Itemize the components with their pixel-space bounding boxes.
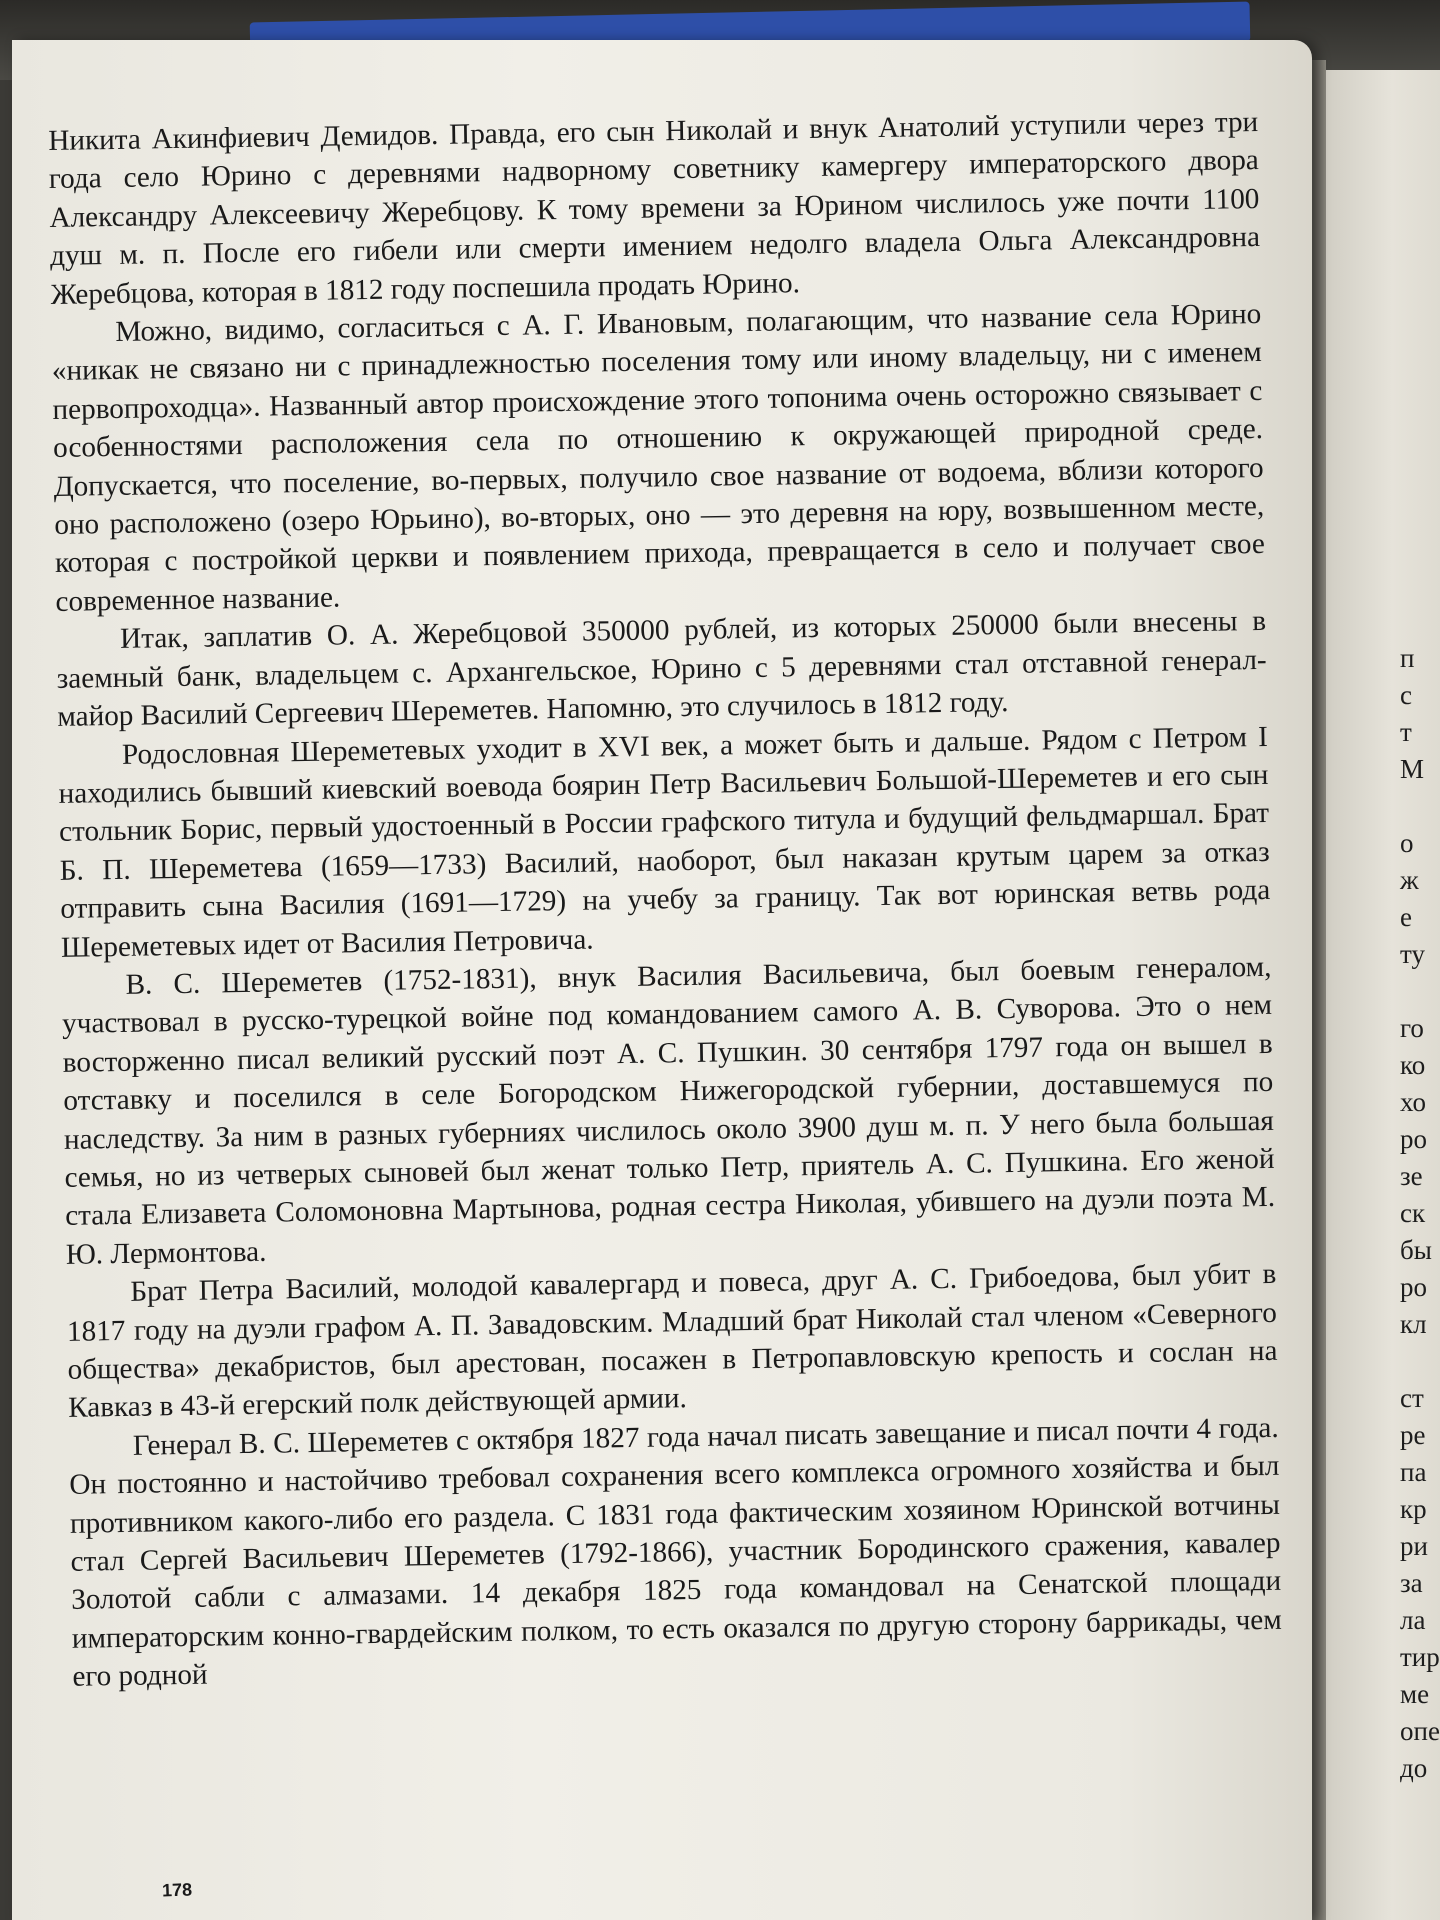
paragraph: Никита Акинфиевич Демидов. Правда, его сын Николай и внук Анатолий уступили через три года село Юрино с деревнями надворному советнику камергеру императорского двора Александру Алексеевичу Жеребцову. К тому времени за Юрином числилось уже почти 1100 душ м. п. После его гибели или смерти имением недолго владела Ольга Александровна Жеребцова, которая в 1812 году поспешила продать Юрино. xyxy=(48,105,1261,311)
page-number: 178 xyxy=(161,1879,193,1901)
paragraph: Можно, видимо, согласиться с А. Г. Ивановым, полагающим, что название села Юрино «никак не связано ни с принадлежностью поселения тому или иному владельцу, ни с именем первопроходца». Названный автор происхождение этого топонима очень осторожно связывает с особенностями расположения села по отношению к окружающей природной среде. Допускается, что поселение, во-первых, получило свое название от водоема, вблизи которого оно расположено (озеро Юрьино), во-вторых, оно — это деревня на юру, возвышенном месте, которая с постройкой церкви и появлением прихода, превращается в село и получает свое современное название. xyxy=(51,298,1266,618)
page-body xyxy=(48,103,1283,1696)
paragraph: Генерал В. С. Шереметев с октября 1827 года начал писать завещание и писал почти 4 года. Он постоянно и настойчиво требовал сохранения всего комплекса огромного хозяйства и был противником какого-либо его раздела. С 1831 года фактическим хозяином Юринской вотчины стал Сергей Васильевич Шереметев (1792-1866), участник Бородинского сражения, кавалер Золотой сабли с алмазами. 14 декабря 1825 года командовал на Сенатской площади императорским конно-гвардейским полком, то есть оказался по другую сторону баррикады, чем его родной xyxy=(69,1411,1282,1694)
paragraph: В. С. Шереметев (1752-1831), внук Василия Васильевича, был боевым генералом, участвовал в русско-турецкой войне под командованием самого А. В. Суворова. Это о нем восторженно писал великий русский поэт А. С. Пушкин. 30 сентября 1797 года он вышел в отставку и поселился в селе Богородском Нижегородской губернии, доставшемуся по наследству. За ним в разных губерниях числилось около 3900 душ м. п. У него была большая семья, но из четверых сыновей был женат только Петр, приятель А. С. Пушкина. Его женой стала Елизавета Соломоновна Мартынова, родная сестра Николая, убившего на дуэли поэта М. Ю. Лермонтова. xyxy=(61,950,1276,1271)
paragraph: Брат Петра Василий, молодой кавалергард и повеса, друг А. С. Грибоедова, был убит в 1817 году на дуэли графом А. П. Завадовским. Младший брат Николай стал членом «Северного общества» декабристов, был арестован, посажен в Петропавловскую крепость и сослан на Кавказ в 43-й егерский полк действующей армии. xyxy=(66,1258,1278,1425)
paragraph: Итак, заплатив О. А. Жеребцовой 350000 рублей, из которых 250000 были внесены в заемный банк, владельцем с. Архангельское, Юрино с 5 деревнями стал отставной генерал-майор Василий Сергеевич Шереметев. Напомню, это случилось в 1812 году. xyxy=(56,605,1267,734)
paragraph: Родословная Шереметевых уходит в XVI век, а может быть и дальше. Рядом с Петром I находились бывший киевский воевода боярин Петр Васильевич Большой-Шереметев и его сын стольник Борис, первый удостоенный в России графского титула и будущий фельдмаршал. Брат Б. П. Шереметева (1659—1733) Василий, наоборот, был наказан крутым царем за отказ отправить сына Василия (1691—1729) на учебу за границу. Так вот юринская ветвь рода Шереметевых идет от Василия Петровича. xyxy=(58,720,1271,964)
facing-page-text-fragment: п с т М о ж е ту го ко хо ро зе ск бы ро кл ст ре па кр ри за ла тир ме опе до xyxy=(1400,643,1440,1783)
